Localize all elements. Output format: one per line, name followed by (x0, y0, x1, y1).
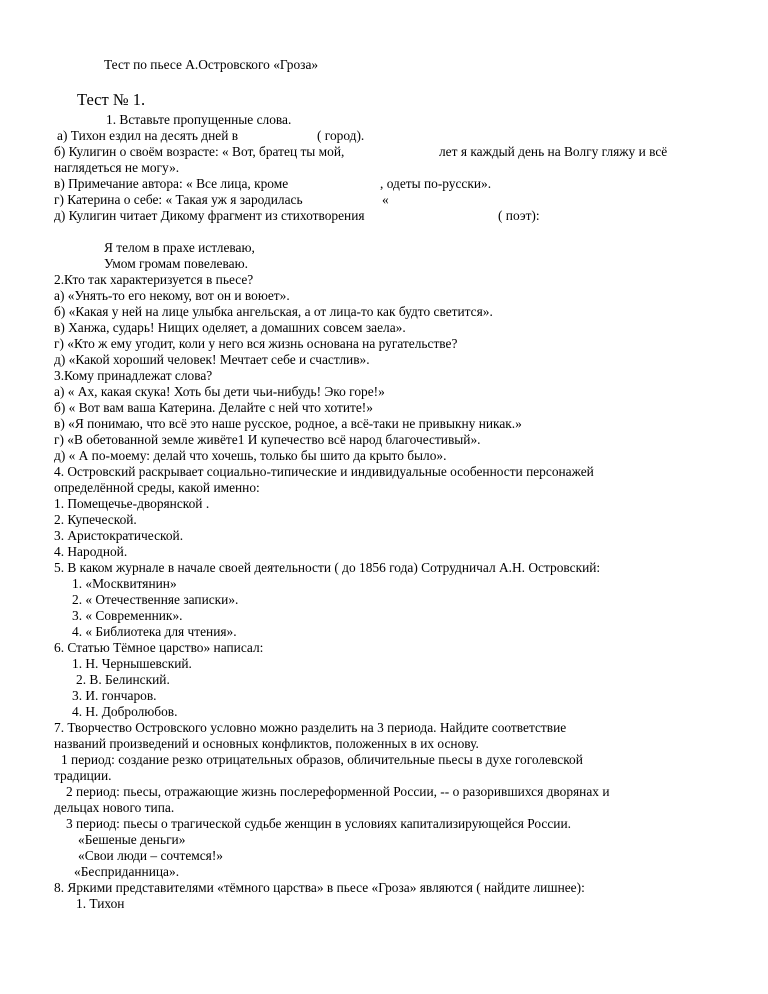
q2-item-g: г) «Кто ж ему угодит, коли у него вся жизнь основана на ругательстве? (54, 336, 458, 351)
q5-option-4: 4. « Библиотека для чтения». (72, 624, 237, 639)
q4-option-2: 2. Купеческой. (54, 512, 137, 527)
q1-item-d-cont: ( поэт): (498, 208, 540, 223)
question-5-title: 5. В каком журнале в начале своей деятельности ( до 1856 года) Сотрудничал А.Н. Островский: (54, 560, 601, 575)
q2-item-d: д) «Какой хороший человек! Мечтает себе и счастлив». (54, 352, 370, 367)
q1-item-g: г) Катерина о себе: « Такая уж я зародилась (54, 192, 303, 207)
q1-item-a-hint: ( город). (317, 128, 365, 143)
question-4-title-cont: определённой среды, какой именно: (54, 480, 260, 495)
question-3-title: 3.Кому принадлежат слова? (54, 368, 213, 383)
question-2-title: 2.Кто так характеризуется в пьесе? (54, 272, 254, 287)
q6-option-4: 4. Н. Добролюбов. (72, 704, 178, 719)
q3-item-v: в) «Я понимаю, что всё это наше русское, родное, а всё-таки не привыкну никак.» (54, 416, 522, 431)
q3-item-g: г) «В обетованной земле живёте1 И купечество всё народ благочестивый». (54, 432, 481, 447)
q6-option-1: 1. Н. Чернышевский. (72, 656, 192, 671)
q7-work-2: «Свои люди – сочтемся!» (78, 848, 223, 863)
q7-period-2: 2 период: пьесы, отражающие жизнь послереформенной России, -- о разорившихся дворянах и (66, 784, 610, 799)
q8-option-1: 1. Тихон (76, 896, 125, 911)
question-7-title: 7. Творчество Островского условно можно разделить на 3 периода. Найдите соответствие (54, 720, 567, 735)
q5-option-1: 1. «Москвитянин» (72, 576, 177, 591)
q1-item-b-end: наглядеться не могу». (54, 160, 180, 175)
q7-period-1-cont: традиции. (54, 768, 112, 783)
q1-verse-line-2: Умом громам повелеваю. (104, 256, 248, 271)
q2-item-b: б) «Какая у ней на лице улыбка ангельская, а от лица-то как будто светится». (54, 304, 493, 319)
q1-item-g-cont: « (382, 192, 389, 207)
question-1-title: 1. Вставьте пропущенные слова. (106, 112, 292, 127)
q3-item-a: а) « Ах, какая скука! Хоть бы дети чьи-нибудь! Эко горе!» (54, 384, 385, 399)
q1-item-v: в) Примечание автора: « Все лица, кроме (54, 176, 289, 191)
question-8-title: 8. Яркими представителями «тёмного царства» в пьесе «Гроза» являются ( найдите лишнее): (54, 880, 585, 895)
q1-item-a: а) Тихон ездил на десять дней в (57, 128, 239, 143)
q6-option-3: 3. И. гончаров. (72, 688, 157, 703)
q4-option-3: 3. Аристократической. (54, 528, 184, 543)
q1-item-b-cont: лет я каждый день на Волгу гляжу и всё (439, 144, 668, 159)
q1-item-b: б) Кулигин о своём возрасте: « Вот, братец ты мой, (54, 144, 345, 159)
q7-period-1: 1 период: создание резко отрицательных образов, обличительные пьесы в духе гоголевской (61, 752, 583, 767)
q1-item-v-cont: , одеты по-русски». (380, 176, 492, 191)
question-7-title-cont: названий произведений и основных конфликтов, положенных в их основу. (54, 736, 479, 751)
q7-work-3: «Бесприданница». (74, 864, 180, 879)
q1-item-d: д) Кулигин читает Дикому фрагмент из стихотворения (54, 208, 365, 223)
q3-item-b: б) « Вот вам ваша Катерина. Делайте с ней что хотите!» (54, 400, 373, 415)
test-heading: Тест № 1. (77, 90, 146, 109)
q5-option-3: 3. « Современник». (72, 608, 183, 623)
q6-option-2: 2. В. Белинский. (76, 672, 170, 687)
q2-item-a: а) «Унять-то его некому, вот он и воюет». (54, 288, 290, 303)
q2-item-v: в) Ханжа, сударь! Нищих оделяет, а домашних совсем заела». (54, 320, 406, 335)
document-title: Тест по пьесе А.Островского «Гроза» (104, 57, 319, 72)
q7-period-3: 3 период: пьесы о трагической судьбе женщин в условиях капитализирующейся России. (66, 816, 571, 831)
q4-option-4: 4. Народной. (54, 544, 128, 559)
q7-period-2-cont: дельцах нового типа. (54, 800, 175, 815)
q4-option-1: 1. Помещечье-дворянской . (54, 496, 210, 511)
question-6-title: 6. Статью Тёмное царство» написал: (54, 640, 264, 655)
q7-work-1: «Бешеные деньги» (78, 832, 186, 847)
q1-verse-line-1: Я телом в прахе истлеваю, (104, 240, 255, 255)
q5-option-2: 2. « Отечественняе записки». (72, 592, 239, 607)
q3-item-d: д) « А по-моему: делай что хочешь, только бы шито да крыто было». (54, 448, 447, 463)
question-4-title: 4. Островский раскрывает социально-типические и индивидуальные особенности персонажей (54, 464, 594, 479)
